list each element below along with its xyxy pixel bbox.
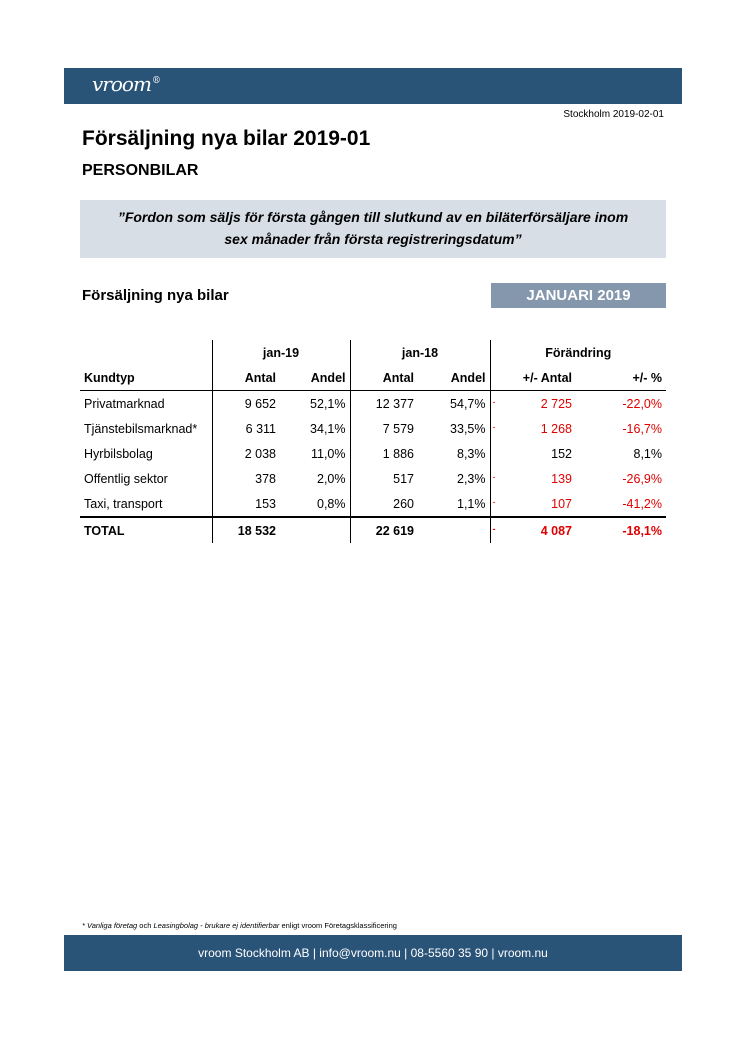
diff-antal-cell [490, 441, 576, 466]
section-title: Försäljning nya bilar [82, 287, 229, 304]
kundtyp-cell: TOTAL [80, 517, 212, 543]
group-header-empty [80, 340, 212, 365]
diff-antal-cell [490, 466, 576, 491]
group-header-jan18: jan-18 [350, 340, 490, 365]
group-header-change: Förändring [490, 340, 666, 365]
page-subtitle: PERSONBILAR [82, 162, 199, 179]
antal-18-cell: 12 377 [350, 391, 418, 417]
kundtyp-cell: Hyrbilsbolag [84, 446, 153, 461]
antal-19-cell: 9 652 [212, 391, 280, 417]
table-row [80, 441, 666, 466]
table-row [80, 416, 666, 441]
diff-antal-value: 152 [551, 446, 572, 461]
table-row [80, 491, 666, 517]
antal-18-cell: 260 [350, 491, 418, 517]
andel-19-cell: 11,0% [310, 446, 346, 461]
header-bar [64, 68, 682, 104]
negative-sign: - [492, 396, 496, 407]
antal-19-cell: 6 311 [212, 416, 280, 441]
andel-18-cell: 2,3% [457, 471, 486, 486]
table-row [80, 466, 666, 491]
footnote-part-2: och [137, 921, 154, 930]
footnote-part-3: Leasingbolag - brukare ej identifierbar [153, 921, 280, 930]
negative-sign: - [492, 496, 496, 507]
col-header-diff-antal: +/- Antal [490, 365, 576, 391]
andel-18-cell: 1,1% [457, 496, 486, 511]
date-line: Stockholm 2019-02-01 [563, 109, 664, 120]
antal-19-cell: 378 [212, 466, 280, 491]
footer-contact: vroom Stockholm AB | info@vroom.nu | 08-5560 35 90 | vroom.nu [198, 946, 548, 960]
diff-pct-cell: -16,7% [622, 421, 662, 436]
andel-19-cell [280, 517, 350, 543]
diff-antal-value: 107 [551, 496, 572, 511]
andel-19-cell: 2,0% [317, 471, 346, 486]
footer-bar [64, 935, 682, 971]
andel-19-cell: 34,1% [310, 421, 346, 436]
antal-18-cell: 22 619 [350, 517, 418, 543]
kundtyp-cell: Offentlig sektor [84, 471, 168, 486]
col-header-diff-pct: +/- % [576, 365, 666, 391]
andel-18-cell: 54,7% [450, 396, 486, 411]
negative-sign: - [492, 421, 496, 432]
month-badge: JANUARI 2019 [491, 283, 666, 308]
logo-text: vroom [92, 72, 151, 96]
antal-18-cell: 1 886 [350, 441, 418, 466]
diff-pct-cell: -41,2% [622, 496, 662, 511]
andel-18-cell: 33,5% [450, 421, 486, 436]
andel-18-cell: 8,3% [457, 446, 486, 461]
diff-pct-cell: -26,9% [622, 471, 662, 486]
negative-sign: - [492, 471, 496, 482]
diff-antal-value: 139 [551, 471, 572, 486]
vroom-logo [92, 72, 160, 96]
andel-19-cell: 52,1% [310, 396, 346, 411]
page-title: Försäljning nya bilar 2019-01 [82, 127, 371, 150]
footnote [82, 921, 397, 930]
andel-19-cell: 0,8% [317, 496, 346, 511]
kundtyp-cell: Privatmarknad [84, 396, 165, 411]
diff-antal-cell [490, 416, 576, 441]
table-row [80, 391, 666, 417]
footnote-part-1: * Vanliga företag [82, 921, 138, 930]
sales-table [80, 340, 666, 543]
diff-antal-value: 2 725 [540, 396, 572, 411]
quote-line-2: sex månader från första registreringsdatum” [224, 231, 522, 247]
total-row [80, 517, 666, 543]
col-header-antal-19: Antal [212, 365, 280, 391]
negative-sign: - [492, 523, 496, 534]
col-header-andel-18: Andel [418, 365, 490, 391]
diff-antal-value: 1 268 [540, 421, 572, 436]
andel-18-cell [418, 517, 490, 543]
column-header-row [80, 365, 666, 391]
kundtyp-cell: Taxi, transport [84, 496, 163, 511]
group-header-jan19: jan-19 [212, 340, 350, 365]
antal-19-cell: 2 038 [212, 441, 280, 466]
definition-quote [80, 200, 666, 258]
antal-19-cell: 153 [212, 491, 280, 517]
diff-antal-value: 4 087 [540, 523, 572, 538]
antal-18-cell: 7 579 [350, 416, 418, 441]
antal-18-cell: 517 [350, 466, 418, 491]
antal-19-cell: 18 532 [212, 517, 280, 543]
kundtyp-cell: Tjänstebilsmarknad* [84, 421, 198, 436]
col-header-antal-18: Antal [350, 365, 418, 391]
diff-pct-cell: -22,0% [622, 396, 662, 411]
diff-antal-cell [490, 491, 576, 517]
quote-line-1: ”Fordon som säljs för första gången till slutkund av en biläterförsäljare inom [117, 209, 629, 225]
footnote-part-4: enligt vroom Företagsklassificering [279, 921, 397, 930]
diff-pct-cell: 8,1% [633, 446, 662, 461]
col-header-kundtyp: Kundtyp [80, 365, 212, 391]
group-header-row [80, 340, 666, 365]
diff-pct-cell: -18,1% [576, 517, 666, 543]
diff-antal-cell [490, 517, 576, 543]
diff-antal-cell [490, 391, 576, 417]
col-header-andel-19: Andel [280, 365, 350, 391]
registered-mark: ® [151, 76, 160, 87]
